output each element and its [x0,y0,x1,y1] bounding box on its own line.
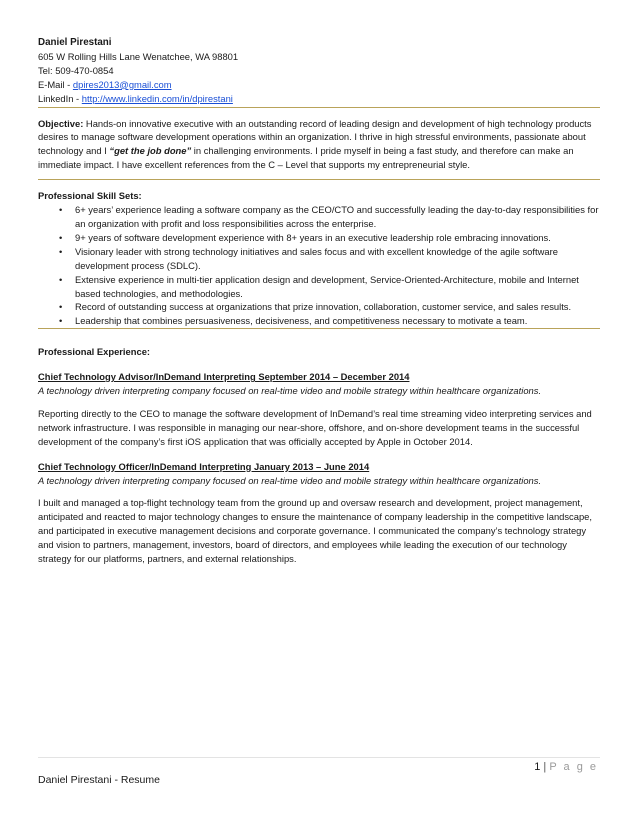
page-separator: | [543,761,547,773]
skills-list [38,203,600,328]
skills-divider [38,328,600,329]
bullet-icon: • [59,273,63,285]
objective-section [38,117,600,173]
linkedin-link[interactable]: http://www.linkedin.com/in/dpirestani [81,92,233,104]
email-label: E-Mail - [38,78,73,90]
bullet-icon: • [59,315,63,327]
objective-text-a: Hands-on innovative executive with an outstanding record of leading design and development of high technology products desires to manage software development operations within an organization. I thrive in high stressful environments, passionate about technology and I [38,117,592,157]
job-title: Chief Technology Officer/InDemand Interpreting January 2013 – June 2014 [38,460,370,472]
page-label: P a g e [549,761,598,773]
telephone: Tel: 509-470-0854 [38,64,114,76]
list-item: • Visionary leader with strong technology initiatives and sales focus and with excellent knowledge of the agile software development process (SDLC). [59,245,558,271]
address: 605 W Rolling Hills Lane Wenatchee, WA 98801 [38,50,239,62]
objective-emphasis: “get the job done” [109,145,192,157]
objective-label: Objective: [38,117,84,129]
experience-title: Professional Experience: [38,346,151,358]
linkedin-label: LinkedIn - [38,92,82,104]
bullet-icon: • [59,204,63,216]
skills-title: Professional Skill Sets: [38,190,142,202]
resume-page [38,36,600,566]
email-link[interactable]: dpires2013@gmail.com [72,78,172,90]
job-title: Chief Technology Advisor/InDemand Interpreting September 2014 – December 2014 [38,371,410,383]
email-line [38,78,600,92]
job-entry [38,370,600,449]
job-tagline: A technology driven interpreting company focused on real-time video and mobile strategy within healthcare organizations. [38,385,542,397]
objective-divider [38,179,600,180]
page-number [534,761,598,773]
list-item: • Record of outstanding success at organizations that prize innovation, collaboration, customer service, and sales results. [59,301,572,313]
objective-text-b: in challenging environments. I pride myself in being a fast study, and therefore can make an immediate impact. I have excellent references from the C – Level that supports my entrepreneurial style. [38,145,574,171]
candidate-name: Daniel Pirestani [38,37,112,48]
bullet-icon: • [59,245,63,257]
list-item: • Leadership that combines persuasiveness, decisiveness, and competitiveness necessary to motivate a team. [59,315,528,327]
bullet-icon: • [59,231,63,243]
job-description: Reporting directly to the CEO to manage the software development of InDemand’s real time streaming video interpreting services and network infrastructure. I was responsible in managing our near-shore, offshore, and on-shore development teams in the successful development of the company’s first iOS application that was officially accepted by Apple in October 2014. [38,407,592,447]
bullet-icon: • [59,301,63,313]
header-divider [38,107,600,108]
list-item: • 6+ years’ experience leading a software company as the CEO/CTO and successfully leading the day-to-day responsibilities for an organization with profit and loss responsibilities across the enterprise. [59,204,599,229]
job-tagline: A technology driven interpreting company focused on real-time video and mobile strategy within healthcare organizations. [38,474,542,486]
footer-divider [38,757,600,758]
job-entry [38,460,600,566]
contact-header [38,36,600,108]
list-item: • Extensive experience in multi-tier application design and development, Service-Oriented-Architecture, mobile and Internet based technologies, and methodologies. [59,273,579,299]
list-item: • 9+ years of software development experience with 8+ years in an executive leadership role embracing innovations. [59,231,551,243]
page-number-value: 1 [534,761,541,773]
job-description: I built and managed a top-flight technology team from the ground up and oversaw research and development, project management, anticipated and reacted to major technology changes to ensure the maintenance of company leadership in the competitive landscape, and participated in executive management decisions and corporate governance. I communicated the company’s technology strategy and vision to partners, management, investors, board of directors, and employees while leading the execution of our technology strategy for our platforms, partners, and external relationships. [38,497,592,565]
linkedin-line [38,92,600,106]
footer-text: Daniel Pirestani - Resume [38,774,160,786]
